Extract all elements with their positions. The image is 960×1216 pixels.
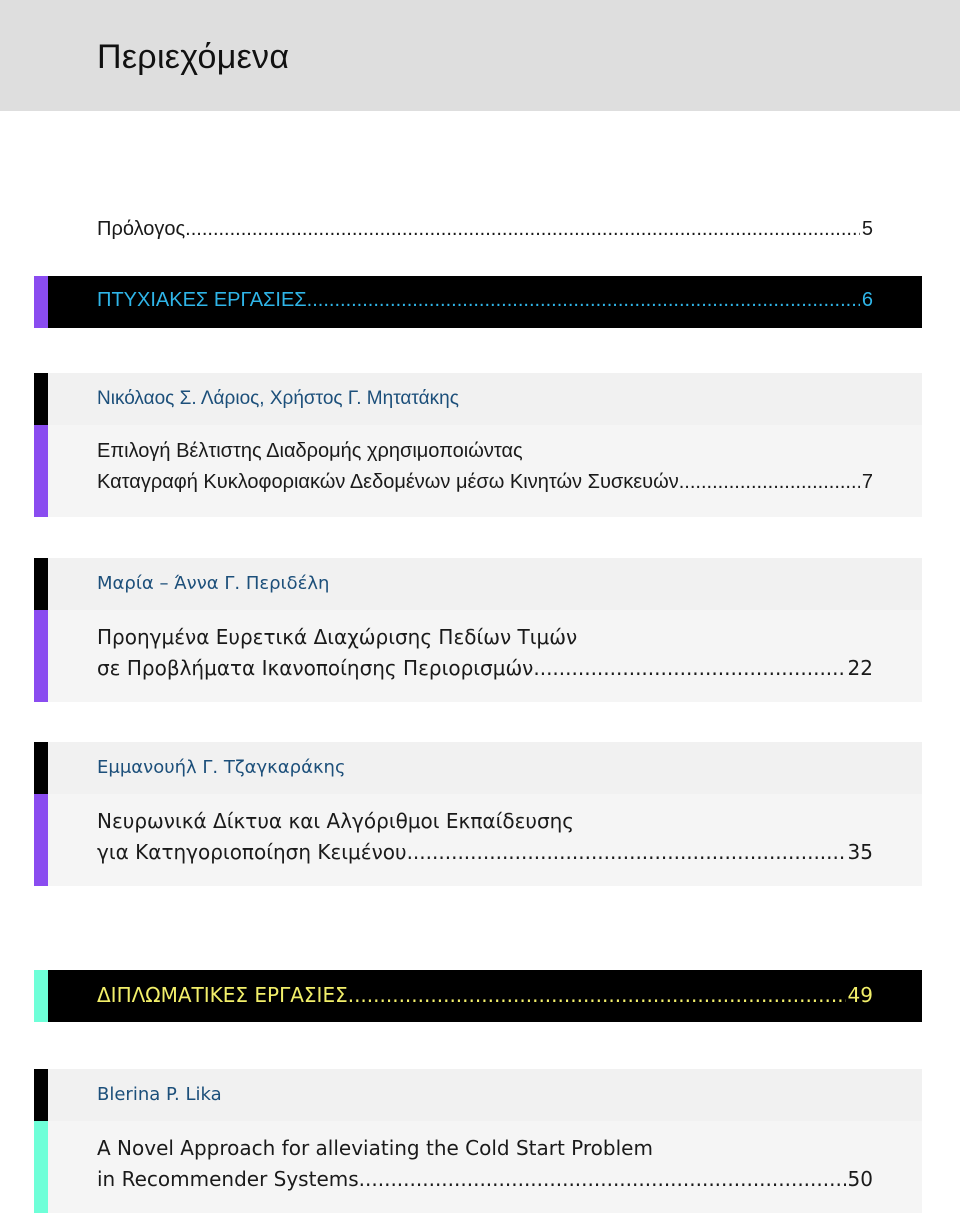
title-row [34, 425, 922, 517]
title-row [34, 1121, 922, 1213]
title-row [34, 794, 922, 886]
title-accent-bar [34, 425, 48, 517]
section-label: ΔΙΠΛΩΜΑΤΙΚΕΣ ΕΡΓΑΣΙΕΣ [97, 983, 348, 1007]
title-accent-bar [34, 794, 48, 886]
author-names: Μαρία – Άννα Γ. Περιδέλη [97, 573, 330, 594]
toc-entry[interactable] [34, 1069, 922, 1213]
toc-entry[interactable] [34, 558, 922, 702]
page-number: 7 [861, 471, 873, 493]
entry-title-line1: Νευρωνικά Δίκτυα και Αλγόριθμοι Εκπαίδευσης [97, 809, 575, 833]
toc-entry-prologue[interactable] [97, 218, 873, 248]
entry-title-text: in Recommender Systems [97, 1167, 359, 1191]
dot-leader [407, 840, 846, 864]
page-number: 22 [847, 656, 873, 680]
dot-leader [307, 289, 860, 312]
page-header [0, 0, 960, 111]
page-number: 5 [861, 218, 873, 240]
entry-title-line2 [97, 1167, 873, 1197]
page-title: Περιεχόμενα [97, 38, 290, 76]
section-line [97, 289, 873, 319]
author-accent-bar [34, 742, 48, 794]
entry-title-line2 [97, 656, 873, 686]
dot-leader [359, 1167, 846, 1191]
author-row [34, 558, 922, 610]
author-accent-bar [34, 1069, 48, 1121]
title-row [34, 610, 922, 702]
author-names: Blerina P. Lika [97, 1084, 222, 1105]
section-accent-bar [34, 970, 48, 1022]
entry-title-line2 [97, 471, 873, 501]
title-accent-bar [34, 1121, 48, 1213]
section-line [97, 983, 873, 1013]
section-header-graduate[interactable] [34, 970, 922, 1022]
page-number: 50 [847, 1167, 873, 1191]
entry-title-line2 [97, 840, 873, 870]
entry-title-text: σε Προβλήματα Ικανοποίησης Περιορισμών [97, 656, 534, 680]
section-label: ΠΤΥΧΙΑΚΕΣ ΕΡΓΑΣΙΕΣ [97, 289, 307, 311]
author-row [34, 373, 922, 425]
dot-leader [533, 656, 845, 680]
entry-title-text: Καταγραφή Κυκλοφοριακών Δεδομένων μέσω Κινητών Συσκευών [97, 471, 679, 493]
dot-leader [679, 471, 860, 494]
section-header-undergraduate[interactable] [34, 276, 922, 328]
title-accent-bar [34, 610, 48, 702]
toc-entry[interactable] [34, 742, 922, 886]
toc-entry-label: Πρόλογος [97, 218, 186, 240]
author-names: Νικόλαος Σ. Λάριος, Χρήστος Γ. Μητατάκης [97, 388, 459, 409]
author-names: Εμμανουήλ Γ. Τζαγκαράκης [97, 757, 346, 778]
author-row [34, 1069, 922, 1121]
toc-entry[interactable] [34, 373, 922, 517]
section-accent-bar [34, 276, 48, 328]
entry-title-text: για Κατηγοριοποίηση Κειμένου [97, 840, 407, 864]
entry-title-line1: Προηγμένα Ευρετικά Διαχώρισης Πεδίων Τιμών [97, 625, 578, 649]
page-number: 49 [847, 983, 873, 1007]
author-accent-bar [34, 373, 48, 425]
page-number: 6 [861, 289, 873, 311]
dot-leader [348, 983, 846, 1007]
author-accent-bar [34, 558, 48, 610]
dot-leader [185, 218, 860, 241]
entry-title-line1: A Novel Approach for alleviating the Cold Start Problem [97, 1136, 653, 1160]
entry-title-line1: Επιλογή Βέλτιστης Διαδρομής χρησιμοποιώντας [97, 440, 523, 462]
author-row [34, 742, 922, 794]
page-number: 35 [847, 840, 873, 864]
